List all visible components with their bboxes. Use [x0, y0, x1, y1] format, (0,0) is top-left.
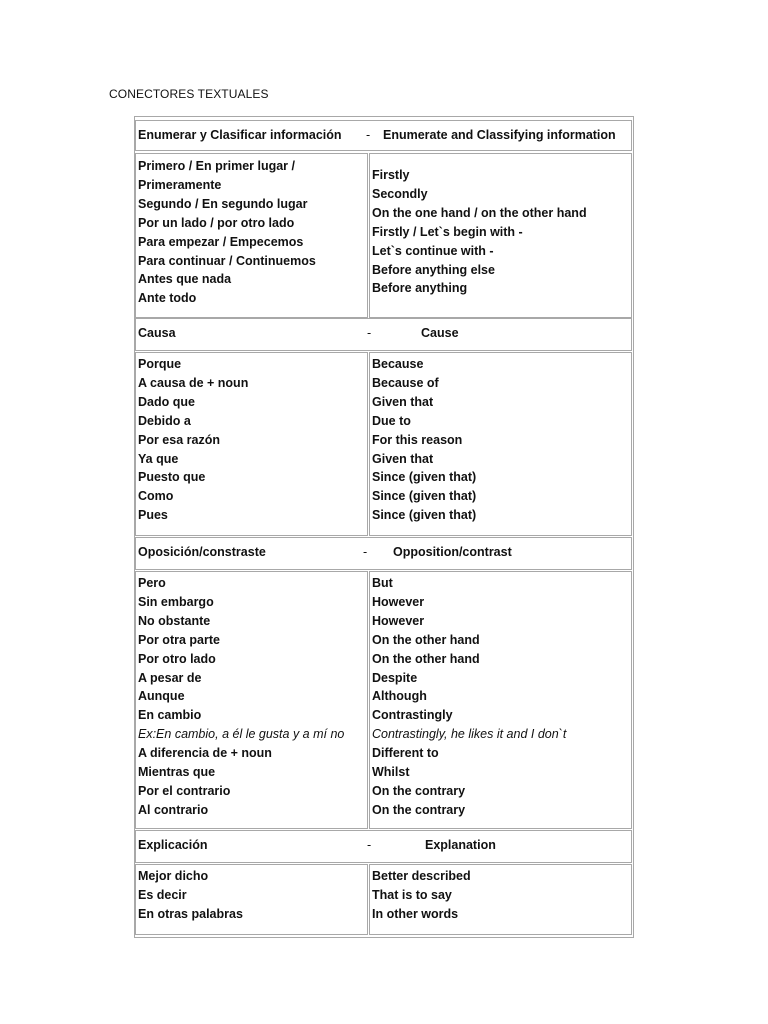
connector-es: Ex:En cambio, a él le gusta y a mí no: [138, 727, 345, 742]
connector-en: Since (given that): [372, 470, 477, 485]
connector-es: Porque: [138, 357, 182, 371]
connector-es: Primero / En primer lugar /: [138, 159, 295, 173]
connector-en: On the other hand: [372, 651, 480, 666]
section-header: [135, 120, 632, 151]
header-spanish: Causa: [138, 326, 176, 340]
connector-en: But: [372, 576, 393, 590]
connector-en: For this reason: [372, 432, 463, 447]
connector-en: Due to: [372, 413, 411, 428]
connector-es: Ante todo: [138, 291, 197, 306]
connector-es: Primeramente: [138, 177, 222, 192]
header-dash: -: [367, 326, 372, 340]
english-cell: [369, 571, 632, 829]
header-english: Cause: [421, 326, 459, 340]
connector-en: Given that: [372, 451, 434, 466]
connector-es: Por otro lado: [138, 651, 216, 666]
connector-en: On the contrary: [372, 802, 466, 817]
connector-es: Segundo / En segundo lugar: [138, 196, 308, 211]
connector-en: Although: [372, 689, 427, 704]
connector-en: On the one hand / on the other hand: [372, 205, 587, 220]
connector-es: Para empezar / Empecemos: [138, 234, 304, 249]
connector-en: Better described: [372, 869, 471, 883]
connector-en: Contrastingly: [372, 708, 453, 723]
connector-en: However: [372, 613, 425, 628]
english-cell: [369, 153, 632, 318]
connector-en: Whilst: [372, 765, 410, 780]
connector-en: Despite: [372, 670, 418, 685]
connector-en: Let`s continue with -: [372, 243, 494, 258]
connector-en: That is to say: [372, 887, 452, 902]
connector-es: En otras palabras: [138, 906, 243, 921]
connector-es: Puesto que: [138, 470, 206, 485]
connector-en: Since (given that): [372, 508, 477, 523]
connector-en: However: [372, 594, 425, 609]
section-header: [135, 830, 632, 863]
connector-es: Dado que: [138, 394, 195, 409]
connector-es: Es decir: [138, 887, 187, 902]
spanish-cell: [135, 352, 368, 536]
connector-es: Ya que: [138, 451, 179, 466]
spanish-cell: [135, 571, 368, 829]
connector-en: Contrastingly, he likes it and I don`t: [372, 727, 567, 742]
header-spanish: Explicación: [138, 838, 208, 852]
connector-en: Firstly: [372, 168, 410, 182]
connector-es: Como: [138, 489, 174, 504]
header-spanish: Enumerar y Clasificar información: [138, 128, 342, 142]
connector-en: Firstly / Let`s begin with -: [372, 224, 523, 239]
connector-en: Secondly: [372, 186, 428, 201]
connector-es: Pero: [138, 576, 166, 590]
connector-en: Given that: [372, 394, 434, 409]
connector-es: Antes que nada: [138, 272, 232, 287]
connector-es: Al contrario: [138, 802, 209, 817]
connector-es: Sin embargo: [138, 594, 214, 609]
header-dash: -: [367, 838, 372, 852]
english-cell: [369, 352, 632, 536]
header-english: Opposition/contrast: [393, 545, 512, 559]
connector-es: Pues: [138, 508, 168, 523]
connector-en: In other words: [372, 906, 459, 921]
connector-es: Debido a: [138, 413, 191, 428]
section-header: [135, 537, 632, 570]
connector-es: En cambio: [138, 708, 202, 723]
spanish-cell: [135, 864, 368, 935]
header-english: Enumerate and Classifying information: [383, 128, 616, 142]
connector-es: A pesar de: [138, 670, 202, 685]
connector-es: A diferencia de + noun: [138, 746, 272, 761]
header-english: Explanation: [425, 838, 496, 852]
connector-es: Por un lado / por otro lado: [138, 215, 295, 230]
connector-en: Before anything else: [372, 262, 495, 277]
connector-es: Mientras que: [138, 765, 216, 780]
connector-es: Por el contrario: [138, 783, 231, 798]
document-title: CONECTORES TEXTUALES: [109, 87, 269, 101]
english-cell: [369, 864, 632, 935]
header-spanish: Oposición/constraste: [138, 545, 266, 559]
connector-en: Different to: [372, 746, 439, 761]
connector-en: On the other hand: [372, 632, 480, 647]
connector-en: Because of: [372, 375, 439, 390]
connector-en: Since (given that): [372, 489, 477, 504]
connector-es: Mejor dicho: [138, 869, 209, 883]
connector-en: On the contrary: [372, 783, 466, 798]
section-header: [135, 318, 632, 351]
connector-es: Aunque: [138, 689, 185, 704]
connector-es: No obstante: [138, 613, 211, 628]
spanish-cell: [135, 153, 368, 318]
connector-es: A causa de + noun: [138, 375, 249, 390]
connector-es: Para continuar / Continuemos: [138, 253, 316, 268]
connector-en: Because: [372, 357, 424, 371]
header-dash: -: [363, 545, 368, 559]
connector-en: Before anything: [372, 281, 468, 296]
header-dash: -: [366, 128, 371, 142]
connector-es: Por esa razón: [138, 432, 220, 447]
connector-es: Por otra parte: [138, 632, 220, 647]
